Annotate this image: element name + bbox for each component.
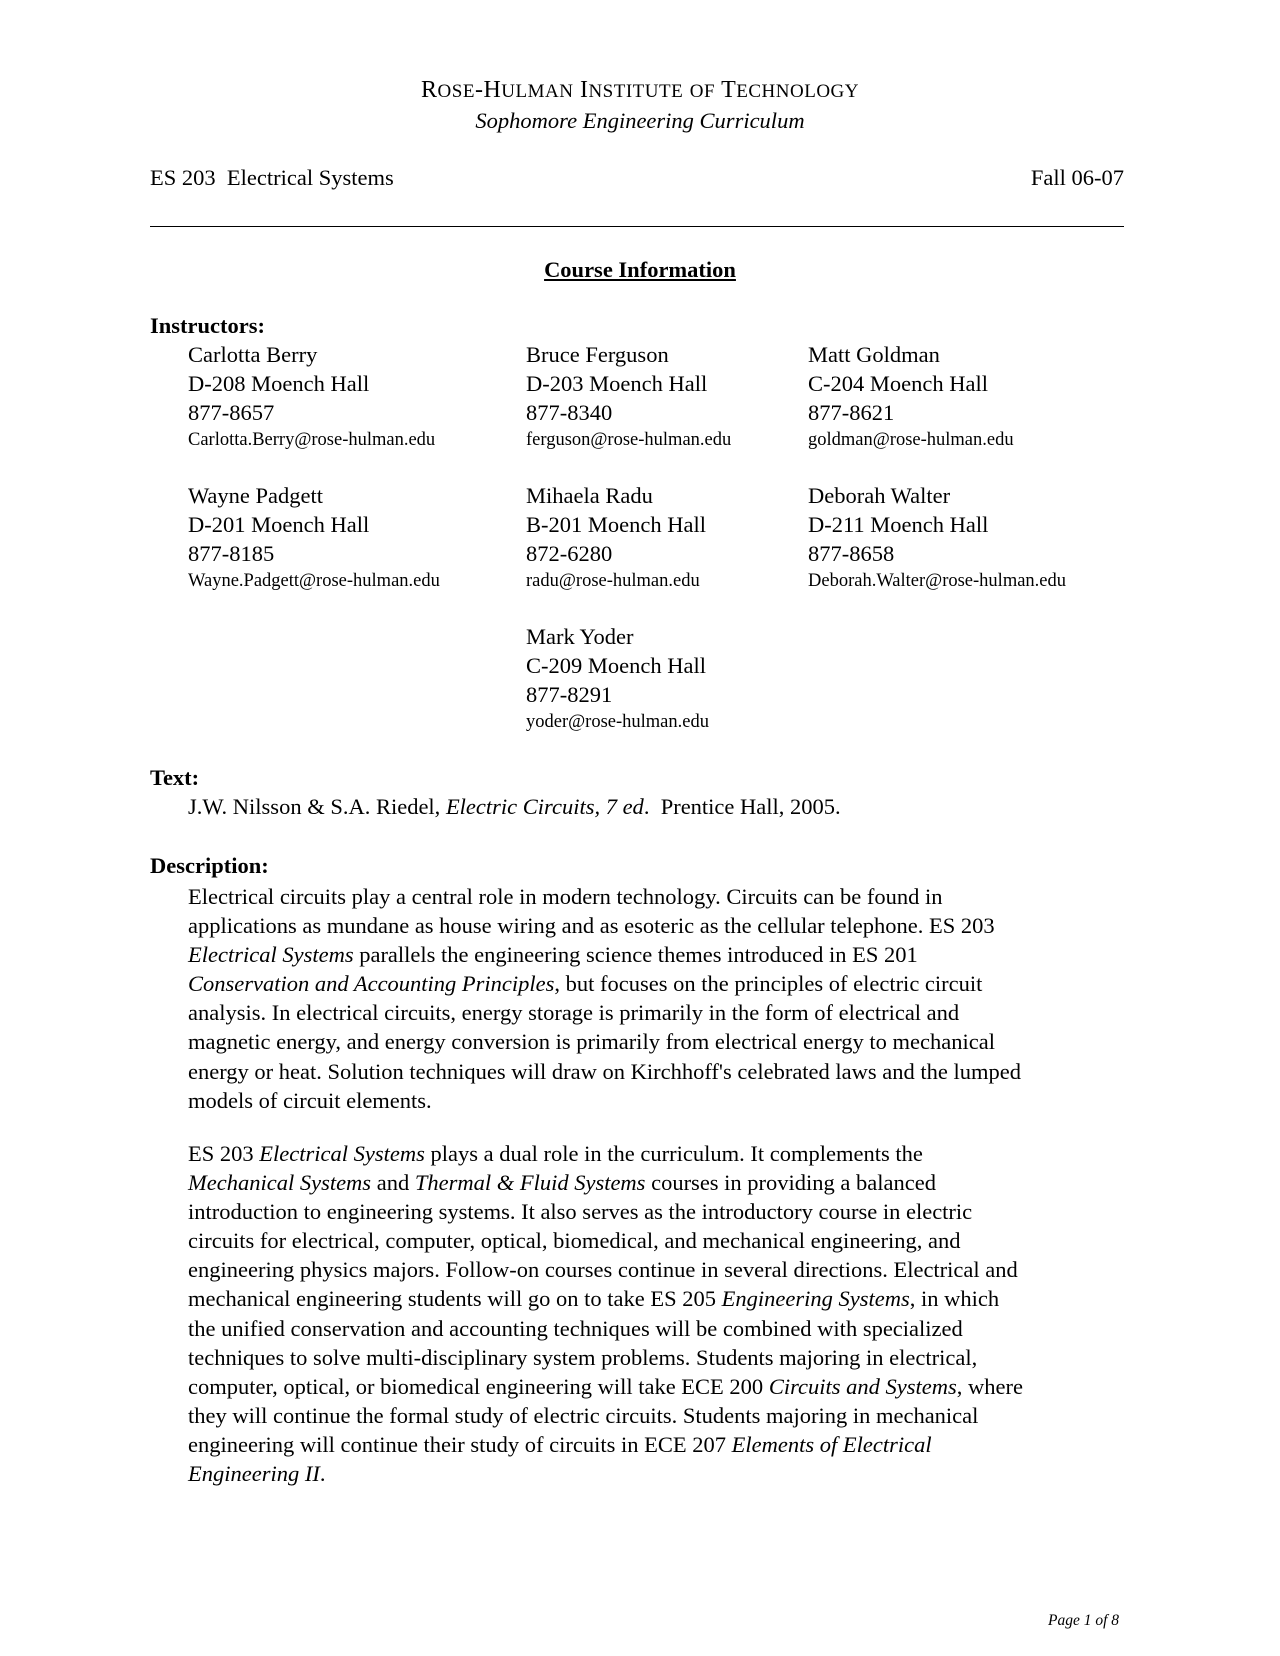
instructor-email: Wayne.Padgett@rose-hulman.edu xyxy=(188,571,440,591)
text-line: computer, optical, or biomedical engineering will take ECE 200 Circuits and Systems, where xyxy=(188,1373,1023,1399)
description-paragraph-2 xyxy=(188,1139,1138,1488)
instructor-name: Deborah Walter xyxy=(808,483,951,508)
description-paragraph-1 xyxy=(188,882,1138,1115)
text-line: circuits for electrical, computer, optical, biomedical, and mechanical engineering, and xyxy=(188,1228,961,1254)
curriculum-subtitle: Sophomore Engineering Curriculum xyxy=(475,108,805,133)
description-label: Description: xyxy=(150,853,269,878)
instructor-email: radu@rose-hulman.edu xyxy=(526,571,700,591)
instructor-name: Carlotta Berry xyxy=(188,342,318,367)
text-line: analysis. In electrical circuits, energy storage is primarily in the form of electrical and xyxy=(188,1000,960,1026)
instructor-phone: 877-8340 xyxy=(526,400,613,425)
instructor-email: ferguson@rose-hulman.edu xyxy=(526,430,732,450)
text-line: they will continue the formal study of electric circuits. Students majoring in mechanical xyxy=(188,1402,979,1428)
text-line: Electrical circuits play a central role in modern technology. Circuits can be found in xyxy=(188,884,943,909)
instructor-name: Wayne Padgett xyxy=(188,483,324,508)
text-line: Electrical Systems parallels the engineering science themes introduced in ES 201 xyxy=(188,942,918,968)
instructor-card xyxy=(808,340,1014,453)
instructors-label: Instructors: xyxy=(150,313,265,338)
instructor-name: Matt Goldman xyxy=(808,342,940,367)
instructor-name: Mark Yoder xyxy=(526,624,634,649)
instructor-office: D-208 Moench Hall xyxy=(188,371,370,396)
instructor-phone: 877-8657 xyxy=(188,400,275,425)
instructor-email: goldman@rose-hulman.edu xyxy=(808,430,1014,450)
text-label: Text: xyxy=(150,765,200,790)
institution-name: ROSE-HULMAN INSTITUTE OF TECHNOLOGY xyxy=(421,77,859,103)
instructor-phone: 872-6280 xyxy=(526,541,613,566)
instructor-name: Bruce Ferguson xyxy=(526,342,669,367)
text-line: mechanical engineering students will go on to take ES 205 Engineering Systems, in which xyxy=(188,1286,1000,1312)
course-header xyxy=(150,165,1124,191)
text-line: energy or heat. Solution techniques will draw on Kirchhoff's celebrated laws and the lumped xyxy=(188,1058,1021,1084)
text-line: ES 203 Electrical Systems plays a dual role in the curriculum. It complements the xyxy=(188,1141,923,1166)
instructor-office: D-211 Moench Hall xyxy=(808,512,989,537)
instructor-phone: 877-8621 xyxy=(808,400,895,425)
instructor-office: D-203 Moench Hall xyxy=(526,371,708,396)
instructor-office: C-209 Moench Hall xyxy=(526,653,706,678)
instructor-office: C-204 Moench Hall xyxy=(808,371,988,396)
instructor-email: yoder@rose-hulman.edu xyxy=(526,712,709,732)
text-line: introduction to engineering systems. It also serves as the introductory course in electric xyxy=(188,1199,973,1225)
instructor-office: B-201 Moench Hall xyxy=(526,512,706,537)
instructor-email: Carlotta.Berry@rose-hulman.edu xyxy=(188,430,436,450)
instructor-email: Deborah.Walter@rose-hulman.edu xyxy=(808,571,1067,591)
instructor-phone: 877-8291 xyxy=(526,682,613,707)
page-number: Page 1 of 8 xyxy=(1048,1612,1120,1629)
instructor-card xyxy=(526,481,706,594)
header-divider xyxy=(150,226,1124,227)
instructor-name: Mihaela Radu xyxy=(526,483,653,508)
text-line: applications as mundane as house wiring and as esoteric as the cellular telephone. ES 203 xyxy=(188,913,995,939)
text-line: Mechanical Systems and Thermal & Fluid Systems courses in providing a balanced xyxy=(188,1170,936,1196)
text-line: Engineering II. xyxy=(188,1461,326,1487)
instructor-card xyxy=(808,481,1066,594)
text-line: Conservation and Accounting Principles, but focuses on the principles of electric circuit xyxy=(188,971,983,997)
course-title: ES 203 Electrical Systems xyxy=(150,165,394,190)
instructor-office: D-201 Moench Hall xyxy=(188,512,370,537)
text-line: techniques to solve multi-disciplinary system problems. Students majoring in electrical, xyxy=(188,1344,978,1370)
text-line: magnetic energy, and energy conversion is primarily from electrical energy to mechanical xyxy=(188,1029,995,1055)
textbook-reference: J.W. Nilsson & S.A. Riedel, Electric Circuits, 7 ed. Prentice Hall, 2005. xyxy=(188,794,841,819)
text-line: the unified conservation and accounting techniques will be combined with specialized xyxy=(188,1315,963,1341)
course-term: Fall 06-07 xyxy=(1030,165,1124,190)
text-line: engineering will continue their study of circuits in ECE 207 Elements of Electrical xyxy=(188,1431,932,1457)
instructor-card xyxy=(526,340,731,453)
section-heading: Course Information xyxy=(544,257,736,282)
text-line: models of circuit elements. xyxy=(188,1087,432,1113)
instructor-phone: 877-8658 xyxy=(808,541,895,566)
text-line: engineering physics majors. Follow-on courses continue in several directions. Electrical and xyxy=(188,1257,1018,1283)
instructor-card xyxy=(188,481,440,594)
instructor-phone: 877-8185 xyxy=(188,541,275,566)
instructor-card xyxy=(526,622,709,735)
instructor-card xyxy=(188,340,435,453)
